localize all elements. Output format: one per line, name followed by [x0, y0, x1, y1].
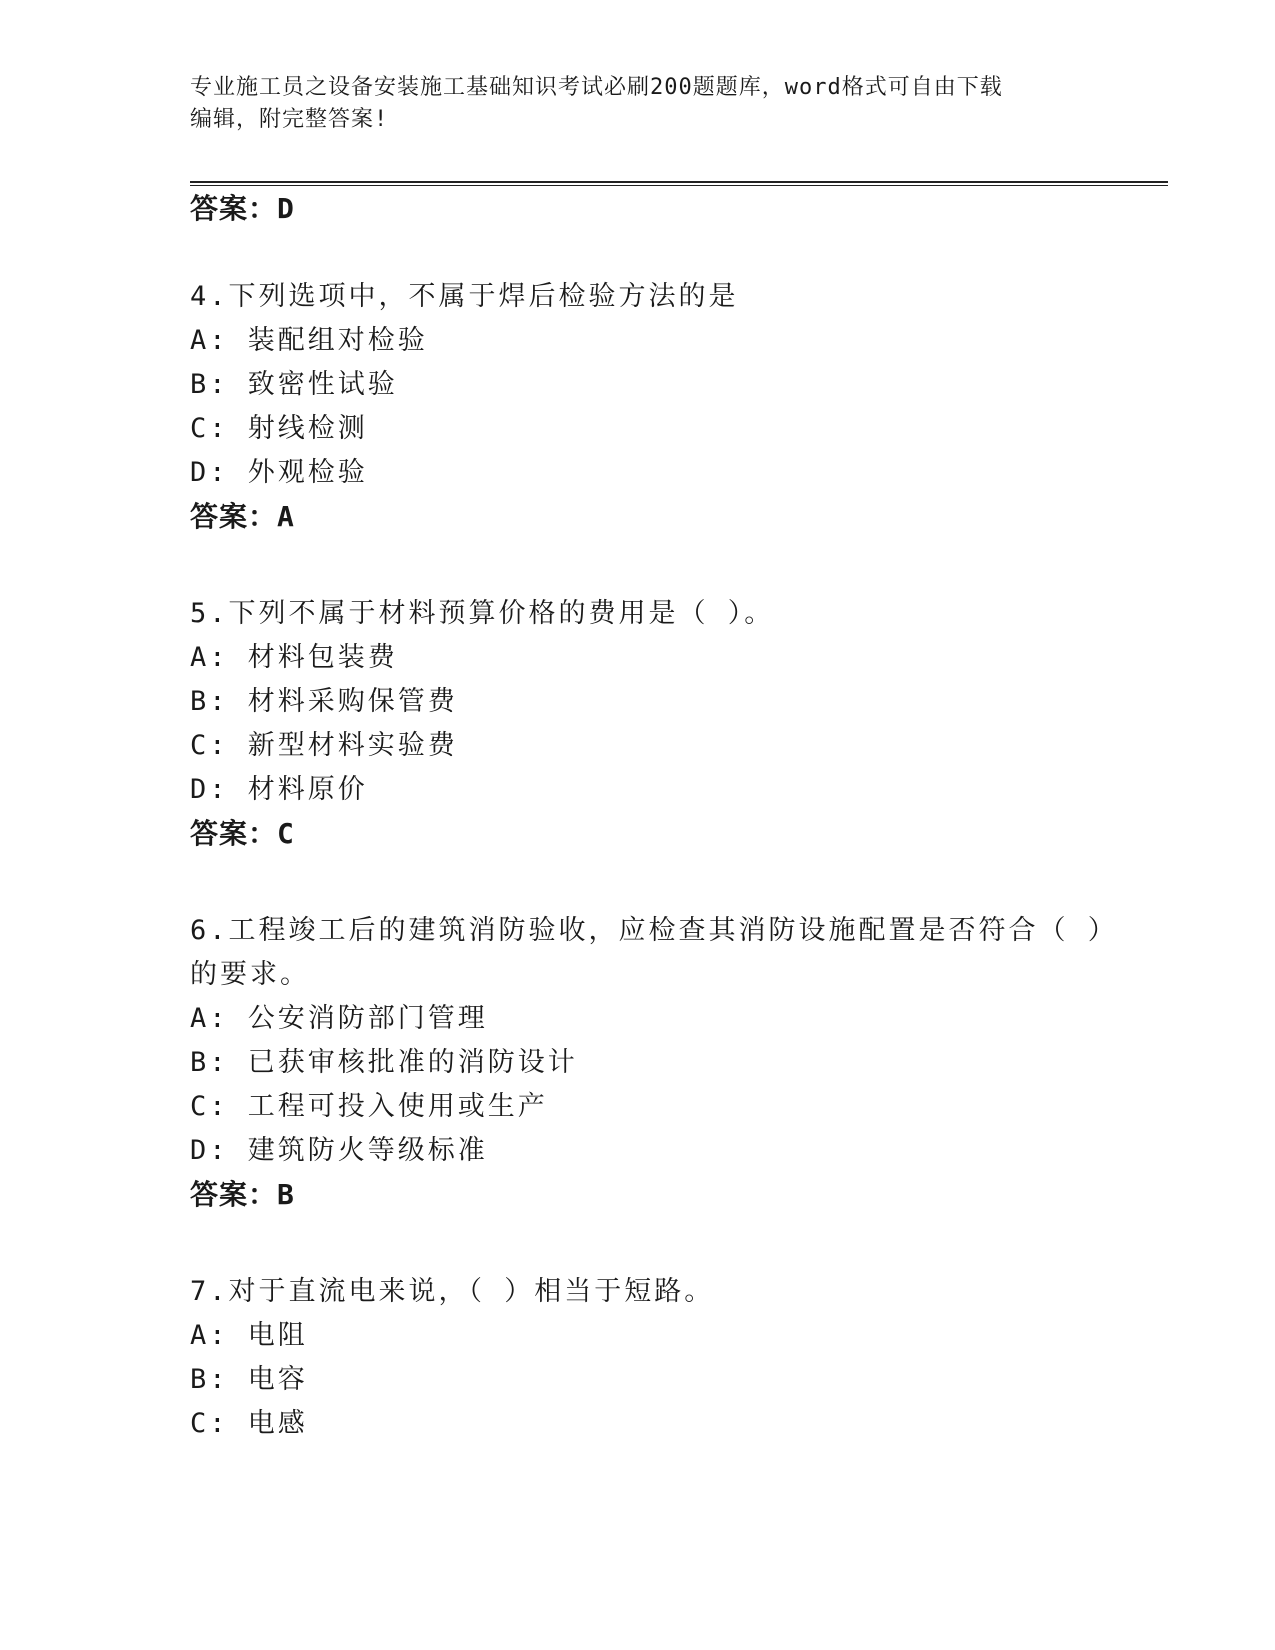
q6-answer: 答案：B: [190, 1178, 295, 1211]
q6-question-line-1: 6.工程竣工后的建筑消防验收，应检查其消防设施配置是否符合（ ）: [190, 915, 1118, 946]
header-rule-thick: [190, 181, 1168, 183]
q7-question: 7.对于直流电来说，（ ）相当于短路。: [190, 1276, 715, 1307]
q7-option-b: B: 电容: [190, 1364, 308, 1395]
document-header: [190, 72, 1090, 136]
q4-question: 4.下列选项中，不属于焊后检验方法的是: [190, 281, 739, 312]
q7-option-a: A: 电阻: [190, 1320, 308, 1351]
q4-option-a: A: 装配组对检验: [190, 325, 428, 356]
q5-question: 5.下列不属于材料预算价格的费用是（ ）。: [190, 598, 775, 629]
q5-option-b: B: 材料采购保管费: [190, 686, 458, 717]
q5-answer: 答案：C: [190, 817, 295, 850]
q4-option-b: B: 致密性试验: [190, 369, 398, 400]
q4-option-d: D: 外观检验: [190, 457, 368, 488]
q5-option-c: C: 新型材料实验费: [190, 730, 458, 761]
header-line-2: 编辑，附完整答案!: [190, 107, 389, 132]
q4-option-c: C: 射线检测: [190, 413, 368, 444]
header-line-1: 专业施工员之设备安装施工基础知识考试必刷200题题库，word格式可自由下载: [190, 75, 1003, 100]
previous-answer: 答案：D: [190, 192, 295, 225]
q4-answer: 答案：A: [190, 500, 295, 533]
q5-option-d: D: 材料原价: [190, 774, 368, 805]
q6-question-line-2: 的要求。: [190, 959, 310, 990]
q6-option-c: C: 工程可投入使用或生产: [190, 1091, 548, 1122]
q6-option-b: B: 已获审核批准的消防设计: [190, 1047, 578, 1078]
header-rule-thin: [190, 185, 1168, 186]
q7-option-c: C: 电感: [190, 1408, 308, 1439]
q6-option-a: A: 公安消防部门管理: [190, 1003, 488, 1034]
q6-option-d: D: 建筑防火等级标准: [190, 1135, 488, 1166]
q5-option-a: A: 材料包装费: [190, 642, 398, 673]
